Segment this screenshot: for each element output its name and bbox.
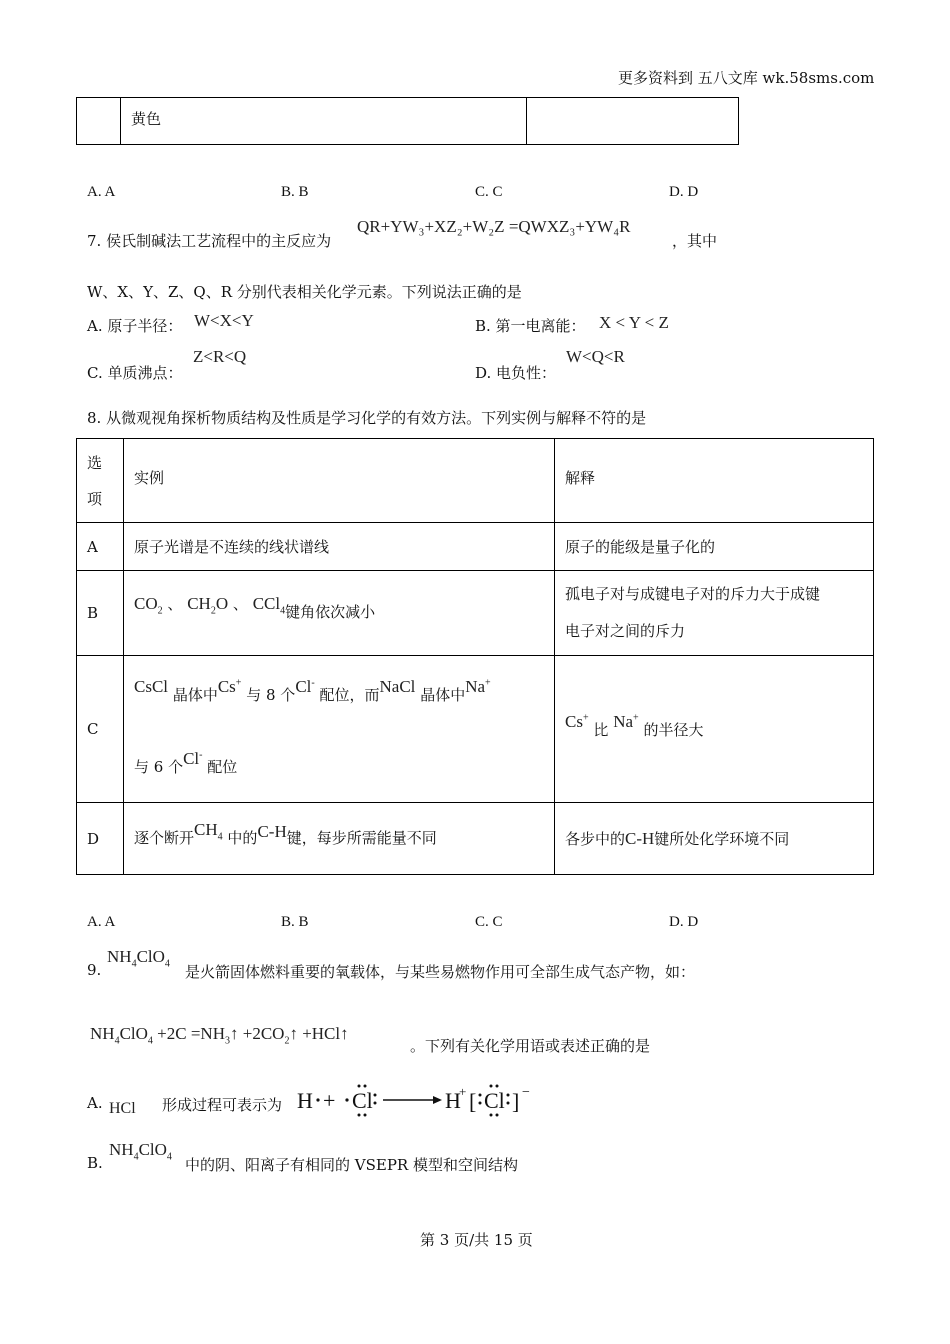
q8-header-explain: 解释 <box>555 439 874 523</box>
source-note: 更多资料到 五八文库 wk.58sms.com <box>618 69 875 87</box>
page-number: 第 3 页/共 15 页 <box>420 1231 533 1249</box>
top-table-empty-cell <box>77 98 121 145</box>
q8-row-c-example-line2 <box>134 748 544 777</box>
q6-option-c: C. C <box>475 184 503 200</box>
q8-row-c-line2a: 与 6 个 <box>134 757 184 776</box>
formula-c-h-bond: C-H <box>257 821 287 841</box>
q8-row-c-explain-mid: 比 <box>593 720 609 739</box>
q7-option-d-label: D. 电负性： <box>475 364 557 382</box>
q9-option-a-hcl: HCl <box>109 1100 136 1117</box>
q8-row-d-explain-1: 各步中的 <box>565 830 626 848</box>
q8-row-b-explain-1: 孤电子对与成键电子对的斥力大于成键 <box>565 585 821 603</box>
q8-row-b-explain <box>555 571 874 656</box>
q7-option-c-label: C. 单质沸点： <box>87 364 183 382</box>
q8-option-a: A. A <box>87 914 116 930</box>
q7-stem-suffix: ，其中 <box>672 232 718 250</box>
formula-na-ion: Na+ <box>465 676 491 696</box>
diagram-h-ion: H <box>445 1088 461 1113</box>
q8-row-c-example-line1 <box>134 676 544 756</box>
formula-cl-ion-2: Cl- <box>183 748 203 768</box>
q8-row-d-ex1: 逐个断开 <box>134 828 195 847</box>
q6-option-a: A. A <box>87 184 116 200</box>
q8-option-c: C. C <box>475 914 503 930</box>
diagram-cl-ion: Cl <box>484 1088 505 1113</box>
q9-option-a-text: 形成过程可表示为 <box>162 1096 283 1114</box>
q9-option-a-label: A. <box>87 1094 103 1112</box>
hcl-formation-diagram <box>297 1080 542 1120</box>
q8-stem: 8. 从微观视角探析物质结构及性质是学习化学的有效方法。下列实例与解释不符的是 <box>87 409 647 427</box>
q8-row-d-explain <box>555 803 874 875</box>
formula-nh4clo4-b: $NH_4ClO_4$ <box>109 1140 172 1163</box>
diagram-cl-atom: Cl <box>352 1088 373 1113</box>
q8-row-d-explain-2: 键所处化学环境不同 <box>654 830 790 848</box>
q9-stem-tail: 是火箭固体燃料重要的氧载体，与某些易燃物作用可全部生成气态产物，如： <box>185 963 696 981</box>
q8-row-a-label: A <box>77 523 124 571</box>
q8-row-c-mid2: 与 8 个 <box>246 685 296 704</box>
q8-option-b: B. B <box>281 914 309 930</box>
q6-option-d: D. D <box>669 184 699 200</box>
q8-row-c-mid3: 配位，而 <box>319 685 380 704</box>
q8-row-a-explain: 原子的能级是量子化的 <box>555 523 874 571</box>
formula-cs-ion: Cs+ <box>217 676 242 696</box>
q9-option-b-label: B. <box>87 1154 103 1172</box>
diagram-bracket-right: ] <box>512 1089 520 1114</box>
q8-row-b-example <box>124 571 555 656</box>
q7-option-d-expr: W<Q<R <box>566 347 625 366</box>
q8-row-d-example <box>124 803 555 875</box>
q8-row-a-example: 原子光谱是不连续的线状谱线 <box>124 523 555 571</box>
q8-row-d-ex2: 中的 <box>227 828 258 847</box>
q8-row-c-example <box>124 656 555 803</box>
q9-equation-tail: 。下列有关化学用语或表述正确的是 <box>410 1037 651 1055</box>
q8-row-b-sep-1: 、 <box>167 595 183 614</box>
q8-row-c-line2b: 配位 <box>207 757 238 776</box>
q9-number: 9. <box>87 961 102 979</box>
svg-text:+: + <box>459 1084 467 1099</box>
formula-cl-ion: Cl- <box>295 676 315 696</box>
q8-table <box>76 438 874 875</box>
q8-header-option <box>77 439 124 523</box>
top-table-text-cell: 黄色 <box>121 98 527 145</box>
diagram-plus: + <box>323 1088 336 1113</box>
top-table-fragment <box>76 97 739 145</box>
q8-row-c-mid4: 晶体中 <box>420 685 466 704</box>
q8-row-b-sep-2: 、 <box>232 595 248 614</box>
q8-row-b-explain-2: 电子对之间的斥力 <box>565 622 686 640</box>
formula-c-h-bond-explain: C-H <box>625 829 655 848</box>
svg-text:−: − <box>522 1085 530 1100</box>
q6-option-b: B. B <box>281 184 309 200</box>
q8-row-c-explain-tail: 的半径大 <box>643 720 704 739</box>
q8-row-c-label: C <box>77 656 124 803</box>
q7-stem-line2: W、X、Y、Z、Q、R 分别代表相关化学元素。下列说法正确的是 <box>87 283 522 301</box>
q7-option-b-expr: X < Y < Z <box>599 313 669 332</box>
q8-header-example: 实例 <box>124 439 555 523</box>
q8-row-d-ex3: 键，每步所需能量不同 <box>286 828 437 847</box>
formula-na-ion-explain: Na+ <box>613 711 639 731</box>
q9-equation: $NH_4ClO_4 +2C$ $=NH_3↑$ $+2CO_2↑$ +HCl↑ <box>90 1024 349 1047</box>
q8-header-option-2: 项 <box>87 489 103 508</box>
q7-option-c-expr: Z<R<Q <box>193 347 247 366</box>
diagram-bracket-left: [ <box>469 1089 477 1114</box>
q7-equation: QR+YW₃+XZ₂+W₂Z =QWXZ₃+YW₄R <box>357 217 631 236</box>
formula-cs-ion-explain: Cs+ <box>565 711 589 731</box>
q8-row-d-label: D <box>77 803 124 875</box>
diagram-dot <box>345 1098 348 1101</box>
q8-option-d: D. D <box>669 914 699 930</box>
q7-stem-prefix: 7. 侯氏制碱法工艺流程中的主反应为 <box>87 232 332 250</box>
q7-option-a-expr: W<X<Y <box>194 311 254 330</box>
q8-row-c-explain <box>555 656 874 803</box>
top-table-empty-cell-right <box>527 98 739 145</box>
formula-ccl4: CCl$_4$ <box>252 594 286 617</box>
formula-cscl: CsCl <box>134 676 169 696</box>
q8-row-c-mid1: 晶体中 <box>172 685 218 704</box>
formula-ch2o: $CH_2O$ <box>187 594 229 617</box>
q7-option-a-label: A. 原子半径： <box>87 317 183 335</box>
formula-co2: $CO_2$ <box>134 594 163 617</box>
formula-ch4: $CH_4$ <box>194 819 223 843</box>
q7-option-b-label: B. 第一电离能： <box>475 317 586 335</box>
diagram-dot <box>316 1098 319 1101</box>
q9-option-b-text: 中的阴、阳离子有相同的 VSEPR 模型和空间结构 <box>185 1156 518 1174</box>
formula-nh4clo4: $NH_4ClO_4$ <box>107 947 170 970</box>
formula-nacl: NaCl <box>379 676 416 696</box>
diagram-h-atom: H <box>297 1088 313 1113</box>
q8-header-option-1: 选 <box>87 453 103 472</box>
q8-row-b-label: B <box>77 571 124 656</box>
q8-row-b-example-tail: 键角依次减小 <box>285 603 376 622</box>
